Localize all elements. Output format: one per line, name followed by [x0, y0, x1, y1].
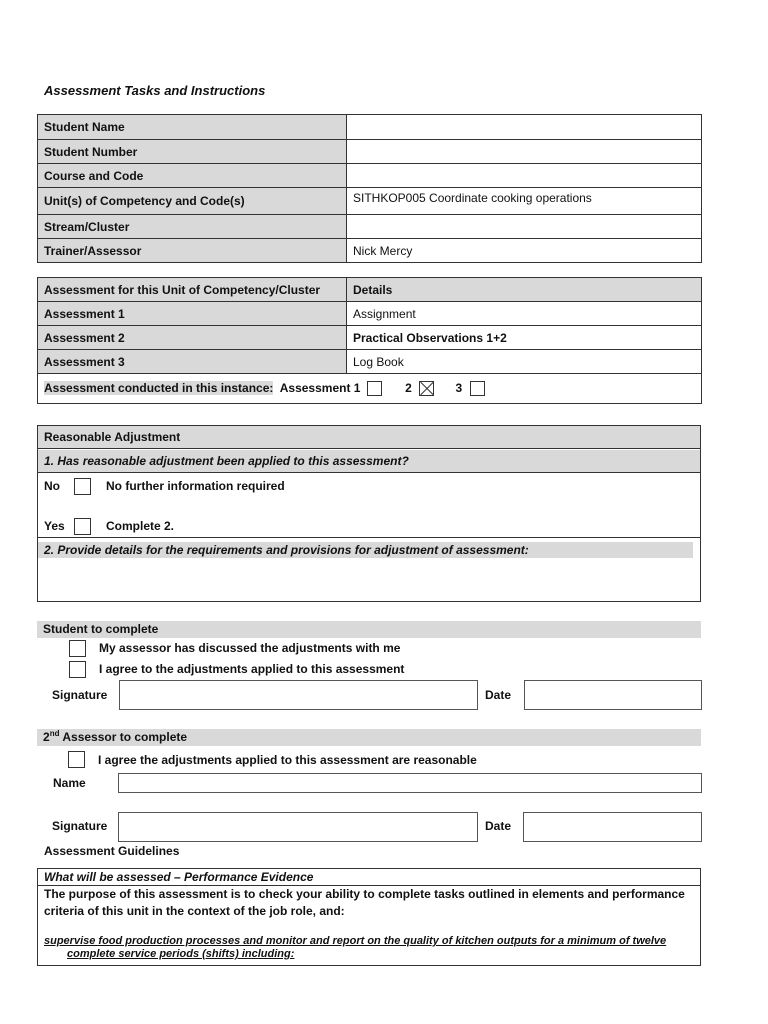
no-checkbox[interactable] — [74, 478, 91, 495]
assessor-title-sup: nd — [49, 729, 60, 738]
assessment-header-left: Assessment for this Unit of Competency/Cluster — [38, 278, 347, 302]
adjustment-question-1 — [38, 450, 700, 473]
guidelines-body-line-1: The purpose of this assessment is to check your ability to complete tasks outlined in elements and performance — [44, 887, 685, 901]
assessor-agree-label: I agree the adjustments applied to this assessment are reasonable — [98, 753, 477, 767]
assessment-option-1-label: Assessment 1 — [279, 380, 361, 395]
student-signature-label: Signature — [52, 688, 108, 702]
table-row — [38, 350, 702, 374]
assessor-title-pre: 2 — [43, 730, 50, 744]
assessment-2-value: Practical Observations 1+2 — [347, 326, 702, 350]
student-details-table — [37, 114, 702, 263]
assessor-complete-title — [37, 729, 701, 746]
student-number-label: Student Number — [38, 140, 347, 164]
guidelines-title: Assessment Guidelines — [44, 844, 180, 858]
adjustment-question-2-text: 2. Provide details for the requirements and provisions for adjustment of assessment: — [44, 543, 529, 557]
evidence-link-line-2: complete service periods (shifts) including: — [67, 948, 295, 960]
divider — [37, 885, 701, 886]
performance-evidence-title: What will be assessed – Performance Evidence — [44, 870, 314, 884]
student-date-field[interactable] — [524, 680, 702, 710]
adjustment-question-2 — [38, 542, 693, 558]
table-row — [38, 140, 702, 164]
adjustment-question-1-text: 1. Has reasonable adjustment been applied to this assessment? — [44, 454, 409, 468]
reasonable-adjustment-title-text: Reasonable Adjustment — [44, 430, 181, 444]
assessment-1-value: Assignment — [347, 302, 702, 326]
table-row — [38, 326, 702, 350]
assessment-2-checkbox-checked[interactable] — [419, 381, 434, 396]
unit-competency-label: Unit(s) of Competency and Code(s) — [38, 188, 347, 215]
assessment-3-label: Assessment 3 — [38, 350, 347, 374]
student-name-label: Student Name — [38, 115, 347, 140]
assessment-3-value: Log Book — [347, 350, 702, 374]
assessment-3-checkbox[interactable] — [470, 381, 485, 396]
adjustment-details-field[interactable] — [42, 560, 692, 598]
assessor-signature-field[interactable] — [118, 812, 478, 842]
no-text: No further information required — [106, 479, 285, 493]
student-number-field[interactable] — [347, 140, 702, 164]
page-title: Assessment Tasks and Instructions — [44, 83, 266, 98]
assessment-option-3-label: 3 — [455, 380, 463, 395]
stream-cluster-label: Stream/Cluster — [38, 215, 347, 239]
guidelines-body-line-2: criteria of this unit in the context of the job role, and: — [44, 904, 345, 918]
assessor-title-post: Assessor to complete — [59, 730, 188, 744]
yes-checkbox[interactable] — [74, 518, 91, 535]
table-row — [38, 115, 702, 140]
table-row — [38, 302, 702, 326]
agree-label: I agree to the adjustments applied to this assessment — [99, 662, 405, 676]
discussed-label: My assessor has discussed the adjustments with me — [99, 641, 401, 655]
reasonable-adjustment-title — [38, 426, 700, 449]
assessment-conducted-row — [38, 374, 702, 404]
student-complete-title — [37, 621, 701, 638]
yes-text: Complete 2. — [106, 519, 175, 533]
assessor-agree-checkbox[interactable] — [68, 751, 85, 768]
divider — [37, 537, 701, 538]
assessment-header-right: Details — [347, 278, 702, 302]
course-code-field[interactable] — [347, 164, 702, 188]
unit-competency-field[interactable]: SITHKOP005 Coordinate cooking operations — [347, 188, 702, 215]
assessor-name-label: Name — [53, 776, 86, 790]
assessor-name-field[interactable] — [118, 773, 702, 793]
assessor-signature-label: Signature — [52, 819, 108, 833]
agree-checkbox[interactable] — [69, 661, 86, 678]
assessor-date-field[interactable] — [523, 812, 702, 842]
yes-label: Yes — [44, 519, 65, 533]
student-date-label: Date — [485, 688, 512, 702]
assessment-2-label: Assessment 2 — [38, 326, 347, 350]
assessor-date-label: Date — [485, 819, 512, 833]
student-complete-title-text: Student to complete — [43, 622, 159, 636]
table-row — [38, 164, 702, 188]
trainer-assessor-field[interactable]: Nick Mercy — [347, 239, 702, 263]
table-row — [38, 188, 702, 215]
table-row — [38, 239, 702, 263]
trainer-assessor-label: Trainer/Assessor — [38, 239, 347, 263]
table-row — [38, 215, 702, 239]
assessment-table — [37, 277, 702, 404]
assessment-option-2-label: 2 — [405, 380, 412, 395]
course-code-label: Course and Code — [38, 164, 347, 188]
discussed-checkbox[interactable] — [69, 640, 86, 657]
assessment-conducted-label: Assessment conducted in this instance: — [44, 380, 274, 395]
assessment-1-label: Assessment 1 — [38, 302, 347, 326]
student-signature-field[interactable] — [119, 680, 478, 710]
assessment-1-checkbox[interactable] — [367, 381, 382, 396]
student-name-field[interactable] — [347, 115, 702, 140]
stream-cluster-field[interactable] — [347, 215, 702, 239]
table-row — [38, 374, 702, 404]
evidence-link-line-1: supervise food production processes and monitor and report on the quality of kitchen outputs for a minimum of twelve — [44, 935, 667, 947]
table-header-row — [38, 278, 702, 302]
no-label: No — [44, 479, 60, 493]
